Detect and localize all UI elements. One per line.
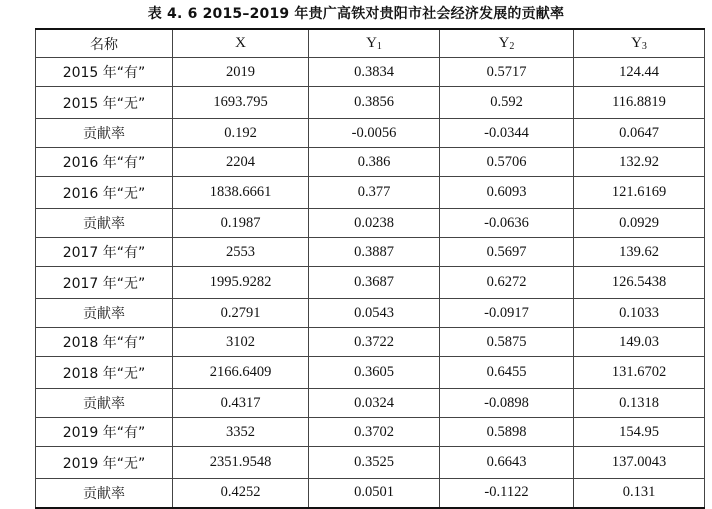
cell-x: 1838.6661 [173,177,309,209]
cell-y2: -0.0917 [440,299,574,328]
table-row [36,238,705,267]
contribution-table [35,28,705,509]
cell-x: 3352 [173,418,309,447]
table-row [36,119,705,148]
cell-y2: 0.6093 [440,177,574,209]
row-label: 2018 年“无” [36,357,173,389]
row-label: 贡献率 [36,119,173,148]
cell-x: 2553 [173,238,309,267]
cell-y3: 0.1318 [574,389,705,418]
cell-y2: 0.6455 [440,357,574,389]
cell-y2: -0.0636 [440,209,574,238]
row-label: 2017 年“有” [36,238,173,267]
cell-x: 0.1987 [173,209,309,238]
row-label: 2016 年“无” [36,177,173,209]
cell-x: 0.4317 [173,389,309,418]
cell-y3: 131.6702 [574,357,705,389]
cell-y2: 0.5717 [440,58,574,87]
table-row [36,87,705,119]
cell-y3: 0.0647 [574,119,705,148]
cell-y3: 139.62 [574,238,705,267]
header-row [36,29,705,58]
cell-y3: 0.1033 [574,299,705,328]
cell-x: 2204 [173,148,309,177]
cell-y3: 116.8819 [574,87,705,119]
cell-y2: -0.1122 [440,479,574,508]
table-row [36,267,705,299]
cell-y2: 0.5875 [440,328,574,357]
table-caption: 表 4. 6 2015–2019 年贵广高铁对贵阳市社会经济发展的贡献率 [147,6,565,22]
row-label: 2017 年“无” [36,267,173,299]
cell-y1: 0.3834 [309,58,440,87]
cell-y3: 154.95 [574,418,705,447]
header-x: X [173,29,309,58]
table-row [36,148,705,177]
cell-y2: 0.5697 [440,238,574,267]
cell-y1: 0.3702 [309,418,440,447]
row-label: 2019 年“有” [36,418,173,447]
cell-x: 0.192 [173,119,309,148]
cell-y2: 0.5706 [440,148,574,177]
header-y3: $Y_3$ [574,29,705,58]
row-label: 2019 年“无” [36,447,173,479]
cell-x: 1995.9282 [173,267,309,299]
cell-y1: 0.3605 [309,357,440,389]
cell-x: 2351.9548 [173,447,309,479]
row-label: 贡献率 [36,389,173,418]
table-row [36,58,705,87]
row-label: 2018 年“有” [36,328,173,357]
cell-y1: 0.377 [309,177,440,209]
cell-y2: 0.6272 [440,267,574,299]
cell-y3: 124.44 [574,58,705,87]
cell-y1: 0.0324 [309,389,440,418]
cell-x: 0.2791 [173,299,309,328]
cell-y3: 137.0043 [574,447,705,479]
table-row [36,209,705,238]
cell-y1: 0.0543 [309,299,440,328]
cell-y1: 0.3856 [309,87,440,119]
cell-x: 3102 [173,328,309,357]
header-y1: $Y_1$ [309,29,440,58]
cell-y3: 0.0929 [574,209,705,238]
table-row [36,389,705,418]
table-row [36,299,705,328]
table-row [36,418,705,447]
cell-y1: 0.3887 [309,238,440,267]
table-row [36,328,705,357]
table-row [36,447,705,479]
cell-y2: -0.0898 [440,389,574,418]
cell-y3: 121.6169 [574,177,705,209]
header-name: 名称 [36,29,173,58]
cell-y1: 0.3722 [309,328,440,357]
row-label: 贡献率 [36,209,173,238]
table-row [36,357,705,389]
row-label: 贡献率 [36,299,173,328]
cell-y2: 0.5898 [440,418,574,447]
row-label: 2015 年“有” [36,58,173,87]
cell-x: 2019 [173,58,309,87]
cell-y3: 132.92 [574,148,705,177]
cell-y1: 0.3525 [309,447,440,479]
cell-y2: 0.6643 [440,447,574,479]
cell-y3: 149.03 [574,328,705,357]
cell-y1: 0.386 [309,148,440,177]
cell-y2: -0.0344 [440,119,574,148]
header-y2: $Y_2$ [440,29,574,58]
row-label: 2016 年“有” [36,148,173,177]
cell-y1: -0.0056 [309,119,440,148]
row-label: 贡献率 [36,479,173,508]
cell-y3: 0.131 [574,479,705,508]
cell-y1: 0.3687 [309,267,440,299]
cell-x: 1693.795 [173,87,309,119]
row-label: 2015 年“无” [36,87,173,119]
table-row [36,479,705,508]
cell-y1: 0.0501 [309,479,440,508]
cell-y2: 0.592 [440,87,574,119]
cell-x: 0.4252 [173,479,309,508]
cell-y3: 126.5438 [574,267,705,299]
cell-x: 2166.6409 [173,357,309,389]
cell-y1: 0.0238 [309,209,440,238]
table-row [36,177,705,209]
